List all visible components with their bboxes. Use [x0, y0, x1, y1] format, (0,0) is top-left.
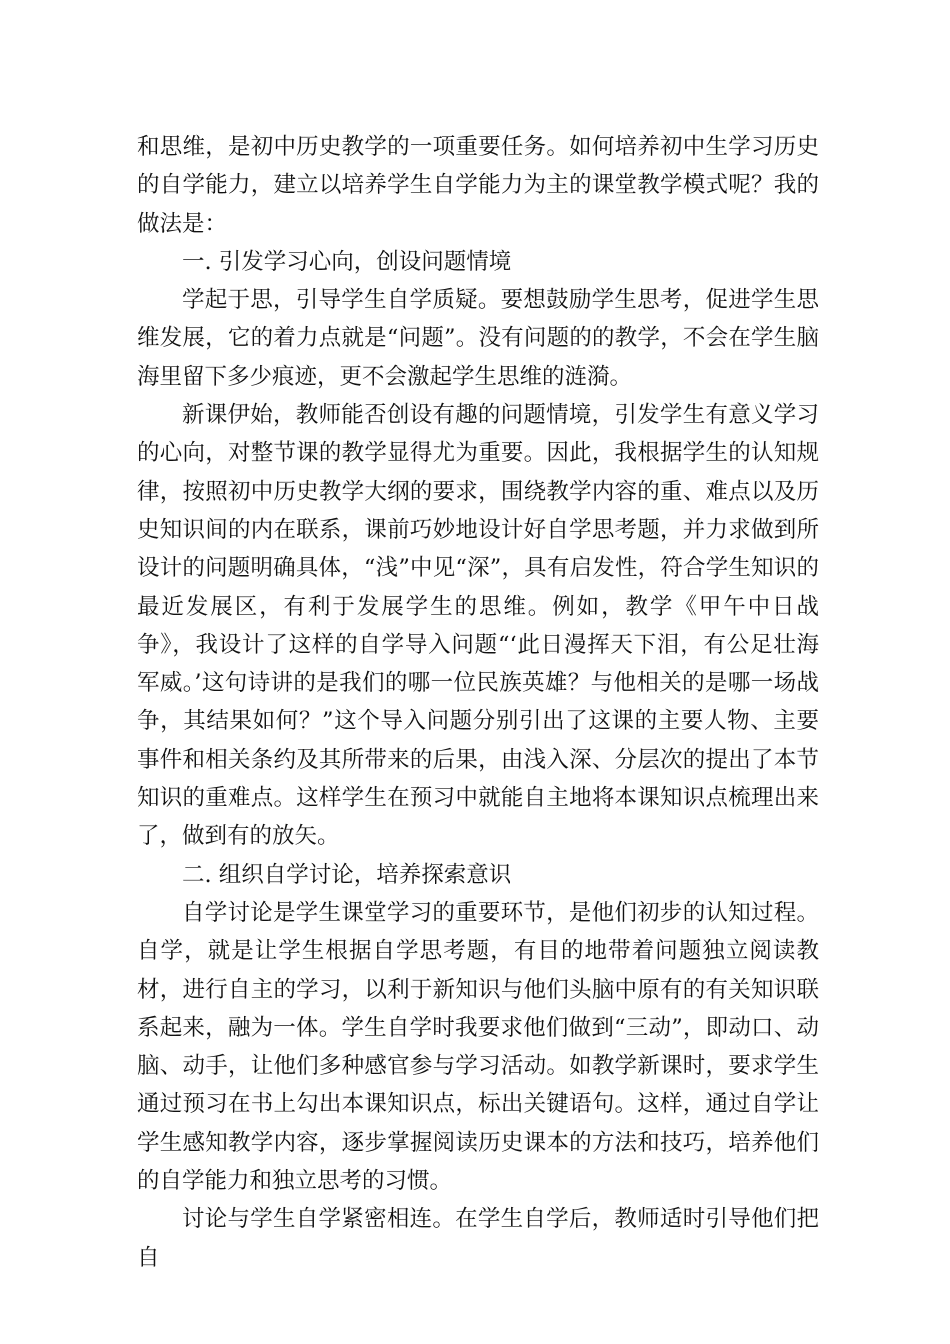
document-body	[137, 128, 819, 1277]
paragraph-intro: 和思维，是初中历史教学的一项重要任务。如何培养初中生学习历史的自学能力，建立以培养学生自学能力为主的课堂教学模式呢？我的做法是：	[137, 134, 819, 237]
section-heading-1: 一. 引发学习心向，创设问题情境	[182, 248, 512, 275]
paragraph: 新课伊始，教师能否创设有趣的问题情境，引发学生有意义学习的心向，对整节课的教学显得尤为重要。因此，我根据学生的认知规律，按照初中历史教学大纲的要求，围绕教学内容的重、难点以及历史知识间的内在联系，课前巧妙地设计好自学思考题，并力求做到所设计的问题明确具体，“浅”中见“深”，具有启发性，符合学生知识的最近发展区，有利于发展学生的思维。例如，教学《甲午中日战争》，我设计了这样的自学导入问题“‘此日漫挥天下泪，有公足壮海军威。’这句诗讲的是我们的哪一位民族英雄？与他相关的是哪一场战争，其结果如何？”这个导入问题分别引出了这课的主要人物、主要事件和相关条约及其所带来的后果，由浅入深、分层次的提出了本节知识的重难点。这样学生在预习中就能自主地将本课知识点梳理出来了，做到有的放矢。	[137, 402, 819, 850]
paragraph: 学起于思，引导学生自学质疑。要想鼓励学生思考，促进学生思维发展，它的着力点就是“问题”。没有问题的的教学，不会在学生脑海里留下多少痕迹，更不会激起学生思维的涟漪。	[137, 287, 819, 390]
paragraph-last: 讨论与学生自学紧密相连。在学生自学后，教师适时引导他们把自	[137, 1206, 819, 1271]
section-heading-2: 二. 组织自学讨论，培养探索意识	[182, 861, 512, 888]
paragraph: 自学讨论是学生课堂学习的重要环节，是他们初步的认知过程。自学，就是让学生根据自学思考题，有目的地带着问题独立阅读教材，进行自主的学习，以利于新知识与他们头脑中原有的有关知识联系起来，融为一体。学生自学时我要求他们做到“三动”，即动口、动脑、动手，让他们多种感官参与学习活动。如教学新课时，要求学生通过预习在书上勾出本课知识点，标出关键语句。这样，通过自学让学生感知教学内容，逐步掌握阅读历史课本的方法和技巧，培养他们的自学能力和独立思考的习惯。	[137, 899, 819, 1195]
